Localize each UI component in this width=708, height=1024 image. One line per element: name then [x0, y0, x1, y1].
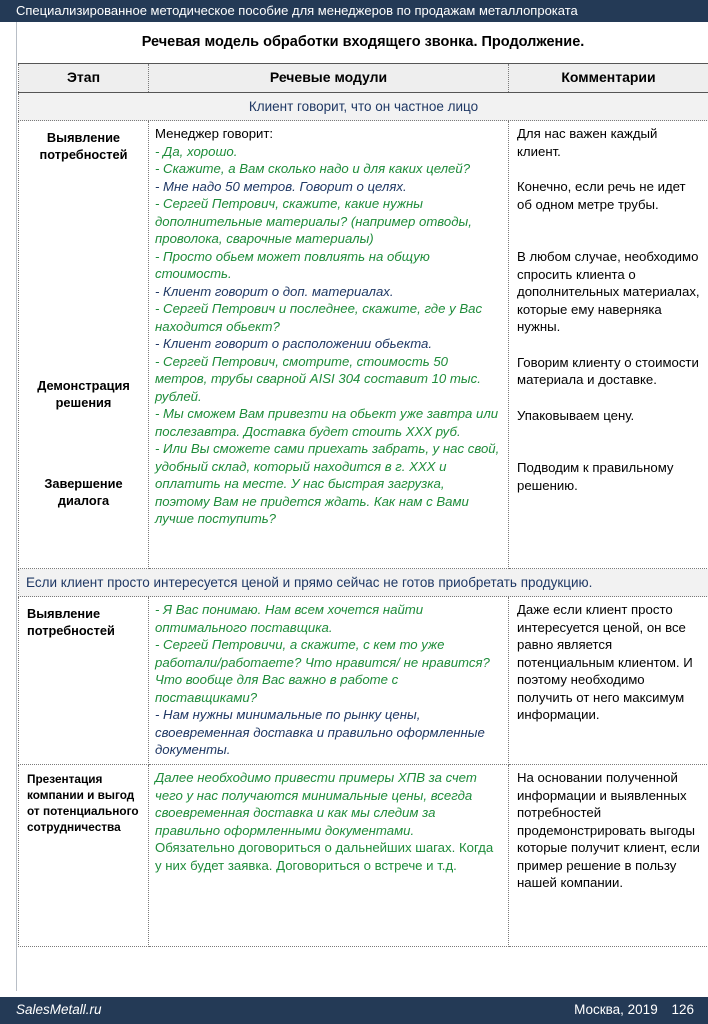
table-row: [19, 765, 708, 947]
footer-city: Москва, 2019: [574, 1002, 658, 1017]
stage-cell: [19, 121, 149, 569]
comments-cell: [509, 121, 708, 569]
comment-text: Даже если клиент просто интересуется ценой, он все равно является потенциальным клиентом. И поэтому необходимо получить от него максимум информации.: [517, 602, 693, 722]
stage-label: Презентация компании и выгод от потенциального сотрудничества: [27, 772, 139, 834]
speech-line: Далее необходимо привести примеры ХПВ за счет чего у нас получаются минимальные цены, всегда своевременная доставка и как мы следим за правильно оформленными документами.: [155, 770, 477, 838]
stage-cell: [19, 765, 149, 947]
footer-site: SalesMetall.ru: [16, 1002, 102, 1017]
page-title: Речевая модель обработки входящего звонка. Продолжение.: [141, 34, 585, 50]
comment-text: Говорим клиенту о стоимости материала и доставке.: [517, 354, 699, 387]
comment-text: Подводим к правильному решению.: [517, 460, 674, 493]
speech-line: - Скажите, а Вам сколько надо и для каких целей?: [155, 161, 471, 176]
speech-line: - Да, хорошо.: [155, 143, 238, 159]
speech-modules-cell: [149, 121, 509, 569]
speech-line: - Клиент говорит о доп. материалах.: [155, 283, 394, 299]
stage-label: Завершение диалога: [44, 476, 123, 508]
speech-line: - Сергей Петрович и последнее, скажите, где у Вас находится обьект?: [155, 301, 483, 334]
speech-line: - Нам нужны минимальные по рынку цены, своевременная доставка и правильно оформленные документы.: [155, 707, 485, 757]
stage-cell: [19, 597, 149, 765]
comment-text: Упаковываем цену.: [517, 407, 635, 423]
section-band-private: [19, 93, 708, 121]
comment-text: Для нас важен каждый клиент.: [517, 126, 658, 159]
speech-line: - Сергей Петровичи, а скажите, с кем то уже работали/работаете? Что нравится/ не нравится? Что вообще для Вас важно в работе с поставщиками?: [155, 637, 490, 705]
document-header-bar: [0, 0, 708, 22]
speech-line: - Мы сможем Вам привезти на обьект уже завтра или послезавтра. Доставка будет стоить XXX руб.: [155, 406, 499, 439]
speech-line: - Клиент говорит о расположении обьекта.: [155, 336, 433, 351]
speech-line: - Я Вас понимаю. Нам всем хочется найти оптимального поставщика.: [155, 602, 424, 635]
table-header-row: [19, 64, 708, 93]
document-footer-bar: [0, 997, 708, 1024]
speech-line: Менеджер говорит:: [155, 126, 274, 141]
stage-label: Выявление потребностей: [39, 130, 128, 162]
speech-model-table: [18, 63, 708, 947]
comment-text: На основании полученной информации и выявленных потребностей продемонстрировать выгоды которые получит клиент, если пример решение в пользу нашей компании.: [517, 770, 700, 890]
comments-cell: [509, 765, 708, 947]
stage-label: Демонстрация решения: [37, 378, 130, 410]
header-text: Специализированное методическое пособие для менеджеров по продажам металлопроката: [16, 3, 578, 18]
speech-line: - Сергей Петрович, скажите, какие нужны дополнительные материалы? (например отводы, проволока, сварочные материалы): [155, 196, 472, 246]
comments-cell: [509, 597, 708, 765]
speech-line: Обязательно договориться о дальнейших шагах. Когда у них будет заявка. Договориться о встрече и т.д.: [155, 840, 494, 873]
footer-date-page: [574, 1002, 694, 1017]
speech-line: - Или Вы сможете сами приехать забрать, у нас свой, удобный склад, который находится в г. XXX и оплатить на месте. У нас быстрая загрузка, поэтому Вам не придется ждать. Как нам с Вами лучше поступить?: [155, 441, 500, 526]
stage-label: Выявление потребностей: [27, 606, 115, 638]
speech-modules-cell: [149, 765, 509, 947]
table-row: [19, 597, 708, 765]
comment-text: В любом случае, необходимо спросить клиента о дополнительных материалах, которые ему наверняка нужны.: [517, 249, 700, 334]
speech-line: - Мне надо 50 метров. Говорит о целях.: [155, 178, 407, 194]
table-row: [19, 121, 708, 569]
section-band-price-only: [19, 569, 708, 597]
section-band-text: Клиент говорит, что он частное лицо: [19, 93, 708, 121]
section-band-text: Если клиент просто интересуется ценой и прямо сейчас не готов приобретать продукцию.: [19, 569, 708, 597]
column-header-stage: Этап: [19, 64, 149, 93]
comment-text: Конечно, если речь не идет об одном метре трубы.: [517, 179, 686, 212]
page-number: 126: [671, 1002, 694, 1017]
speech-line: - Просто обьем может повлиять на общую стоимость.: [155, 248, 430, 281]
speech-line: - Сергей Петрович, смотрите, стоимость 50 метров, трубы сварной AISI 304 составит 10 тыс. рублей.: [155, 353, 481, 404]
column-header-modules: Речевые модули: [149, 64, 509, 93]
column-header-comments: Комментарии: [509, 64, 708, 93]
speech-modules-cell: [149, 597, 509, 765]
